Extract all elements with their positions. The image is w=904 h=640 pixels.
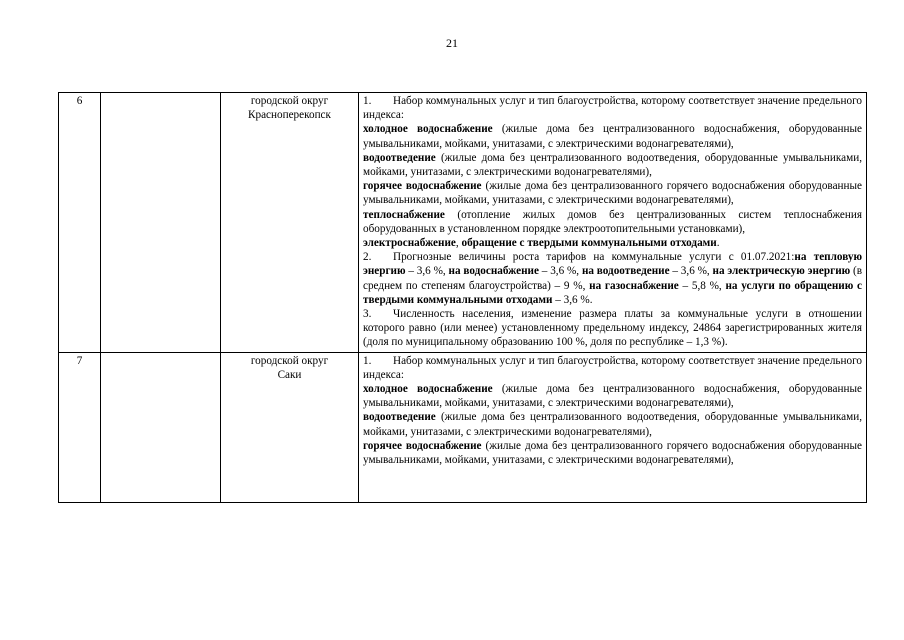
service-hot-water xyxy=(363,179,862,207)
item-1 xyxy=(363,94,862,122)
service-text: (жилые дома без централизованного горячего водоснабжения оборудованные умывальниками, мойками, унитазами, с электрическими водонагревателями), xyxy=(363,180,862,207)
service-label: холодное водоснабжение xyxy=(363,123,493,136)
service-text: (отопление жилых домов без централизованных систем теплоснабжения оборудованных в установленном порядке электроотопительными установками), xyxy=(363,208,862,235)
service-hot-water xyxy=(363,439,862,467)
service-drainage xyxy=(363,410,862,438)
row-empty-cell xyxy=(101,93,221,353)
service-label: электроснабжение xyxy=(363,237,456,250)
service-label: теплоснабжение xyxy=(363,208,445,221)
service-text: (жилые дома без централизованного водоотведения, оборудованные умывальниками, мойками, унитазами, с электрическими водонагревателями), xyxy=(363,151,862,179)
service-label: холодное водоснабжение xyxy=(363,383,493,396)
service-label: обращение с твердыми коммунальными отходами xyxy=(461,237,717,250)
service-label: водоотведение xyxy=(363,151,436,164)
item-number: 1. xyxy=(363,354,372,367)
tariff-value: – 3,6 %, xyxy=(669,265,713,278)
service-label: горячее водоснабжение xyxy=(363,439,482,452)
service-heating xyxy=(363,208,862,236)
item-1 xyxy=(363,354,862,382)
item-2 xyxy=(363,250,862,307)
row-empty-cell xyxy=(101,352,221,502)
row-number: 7 xyxy=(59,352,101,502)
service-drainage xyxy=(363,151,862,179)
service-label: водоотведение xyxy=(363,411,436,424)
tariff-label: на тепловую энергию xyxy=(363,251,863,278)
service-cold-water xyxy=(363,122,862,150)
table-row xyxy=(59,93,867,353)
item-text: Прогнозные величины роста тарифов на коммунальные услуги с 01.07.2021: xyxy=(393,251,795,264)
tariff-value: (в среднем по степеням благоустройства) – 9 %, xyxy=(363,265,863,292)
tariff-label: на услуги по обращению с твердыми коммунальными отходами xyxy=(363,279,862,306)
tariff-value: – 3,6 %. xyxy=(552,293,593,306)
tariff-label: на газоснабжение xyxy=(589,279,679,292)
separator: , xyxy=(455,237,462,250)
description-cell xyxy=(359,93,867,353)
sentence-end: . xyxy=(716,237,720,250)
item-number: 2. xyxy=(363,251,372,264)
service-text: (жилые дома без централизованного водоснабжения, оборудованные умывальниками, мойками, унитазами, с электрическими водонагревателями), xyxy=(363,123,862,150)
tariff-table xyxy=(58,92,867,503)
item-text: Численность населения, изменение размера платы за коммунальные услуги в отношении которого равно (или менее) установленному предельному индексу, 24864 зарегистрированных жителя (доля по муниципальному образованию 100 %, доля по республике – 1,3 %). xyxy=(363,308,862,349)
service-text: (жилые дома без централизованного водоотведения, оборудованные умывальниками, мойками, унитазами, с электрическими водонагревателями), xyxy=(363,411,862,438)
service-text: (жилые дома без централизованного горячего водоснабжения оборудованные умывальниками, мойками, унитазами, с электрическими водонагревателями), xyxy=(363,439,862,467)
item-number: 1. xyxy=(363,95,372,107)
municipality-name: Красноперекопск xyxy=(248,109,331,122)
item-text: Набор коммунальных услуг и тип благоустройства, которому соответствует значение предельного индекса: xyxy=(363,95,862,122)
municipality-type: городской округ xyxy=(250,354,329,367)
row-number: 6 xyxy=(59,93,101,353)
tariff-label: на водоотведение xyxy=(581,265,670,278)
tariff-value: – 5,8 %, xyxy=(678,279,726,292)
tariff-value: – 3,6 %, xyxy=(538,265,582,278)
tariff-label: на водоснабжение xyxy=(448,265,539,278)
service-electricity-waste xyxy=(363,236,862,250)
item-text: Набор коммунальных услуг и тип благоустройства, которому соответствует значение предельного индекса: xyxy=(363,354,862,381)
description-cell xyxy=(359,352,867,502)
service-label: горячее водоснабжение xyxy=(363,180,482,193)
tariff-label: на электрическую энергию xyxy=(712,265,851,278)
municipality-name: Саки xyxy=(277,368,302,381)
municipality-cell xyxy=(221,93,359,353)
municipality-type: городской округ xyxy=(250,95,329,107)
tariff-value: – 3,6 %, xyxy=(405,265,449,278)
item-3 xyxy=(363,307,862,350)
service-text: (жилые дома без централизованного водоснабжения, оборудованные умывальниками, мойками, унитазами, с электрическими водонагревателями), xyxy=(363,383,862,410)
municipality-cell xyxy=(221,352,359,502)
page-number: 21 xyxy=(446,36,458,50)
item-number: 3. xyxy=(363,308,372,321)
table-row xyxy=(59,352,867,502)
service-cold-water xyxy=(363,382,862,410)
